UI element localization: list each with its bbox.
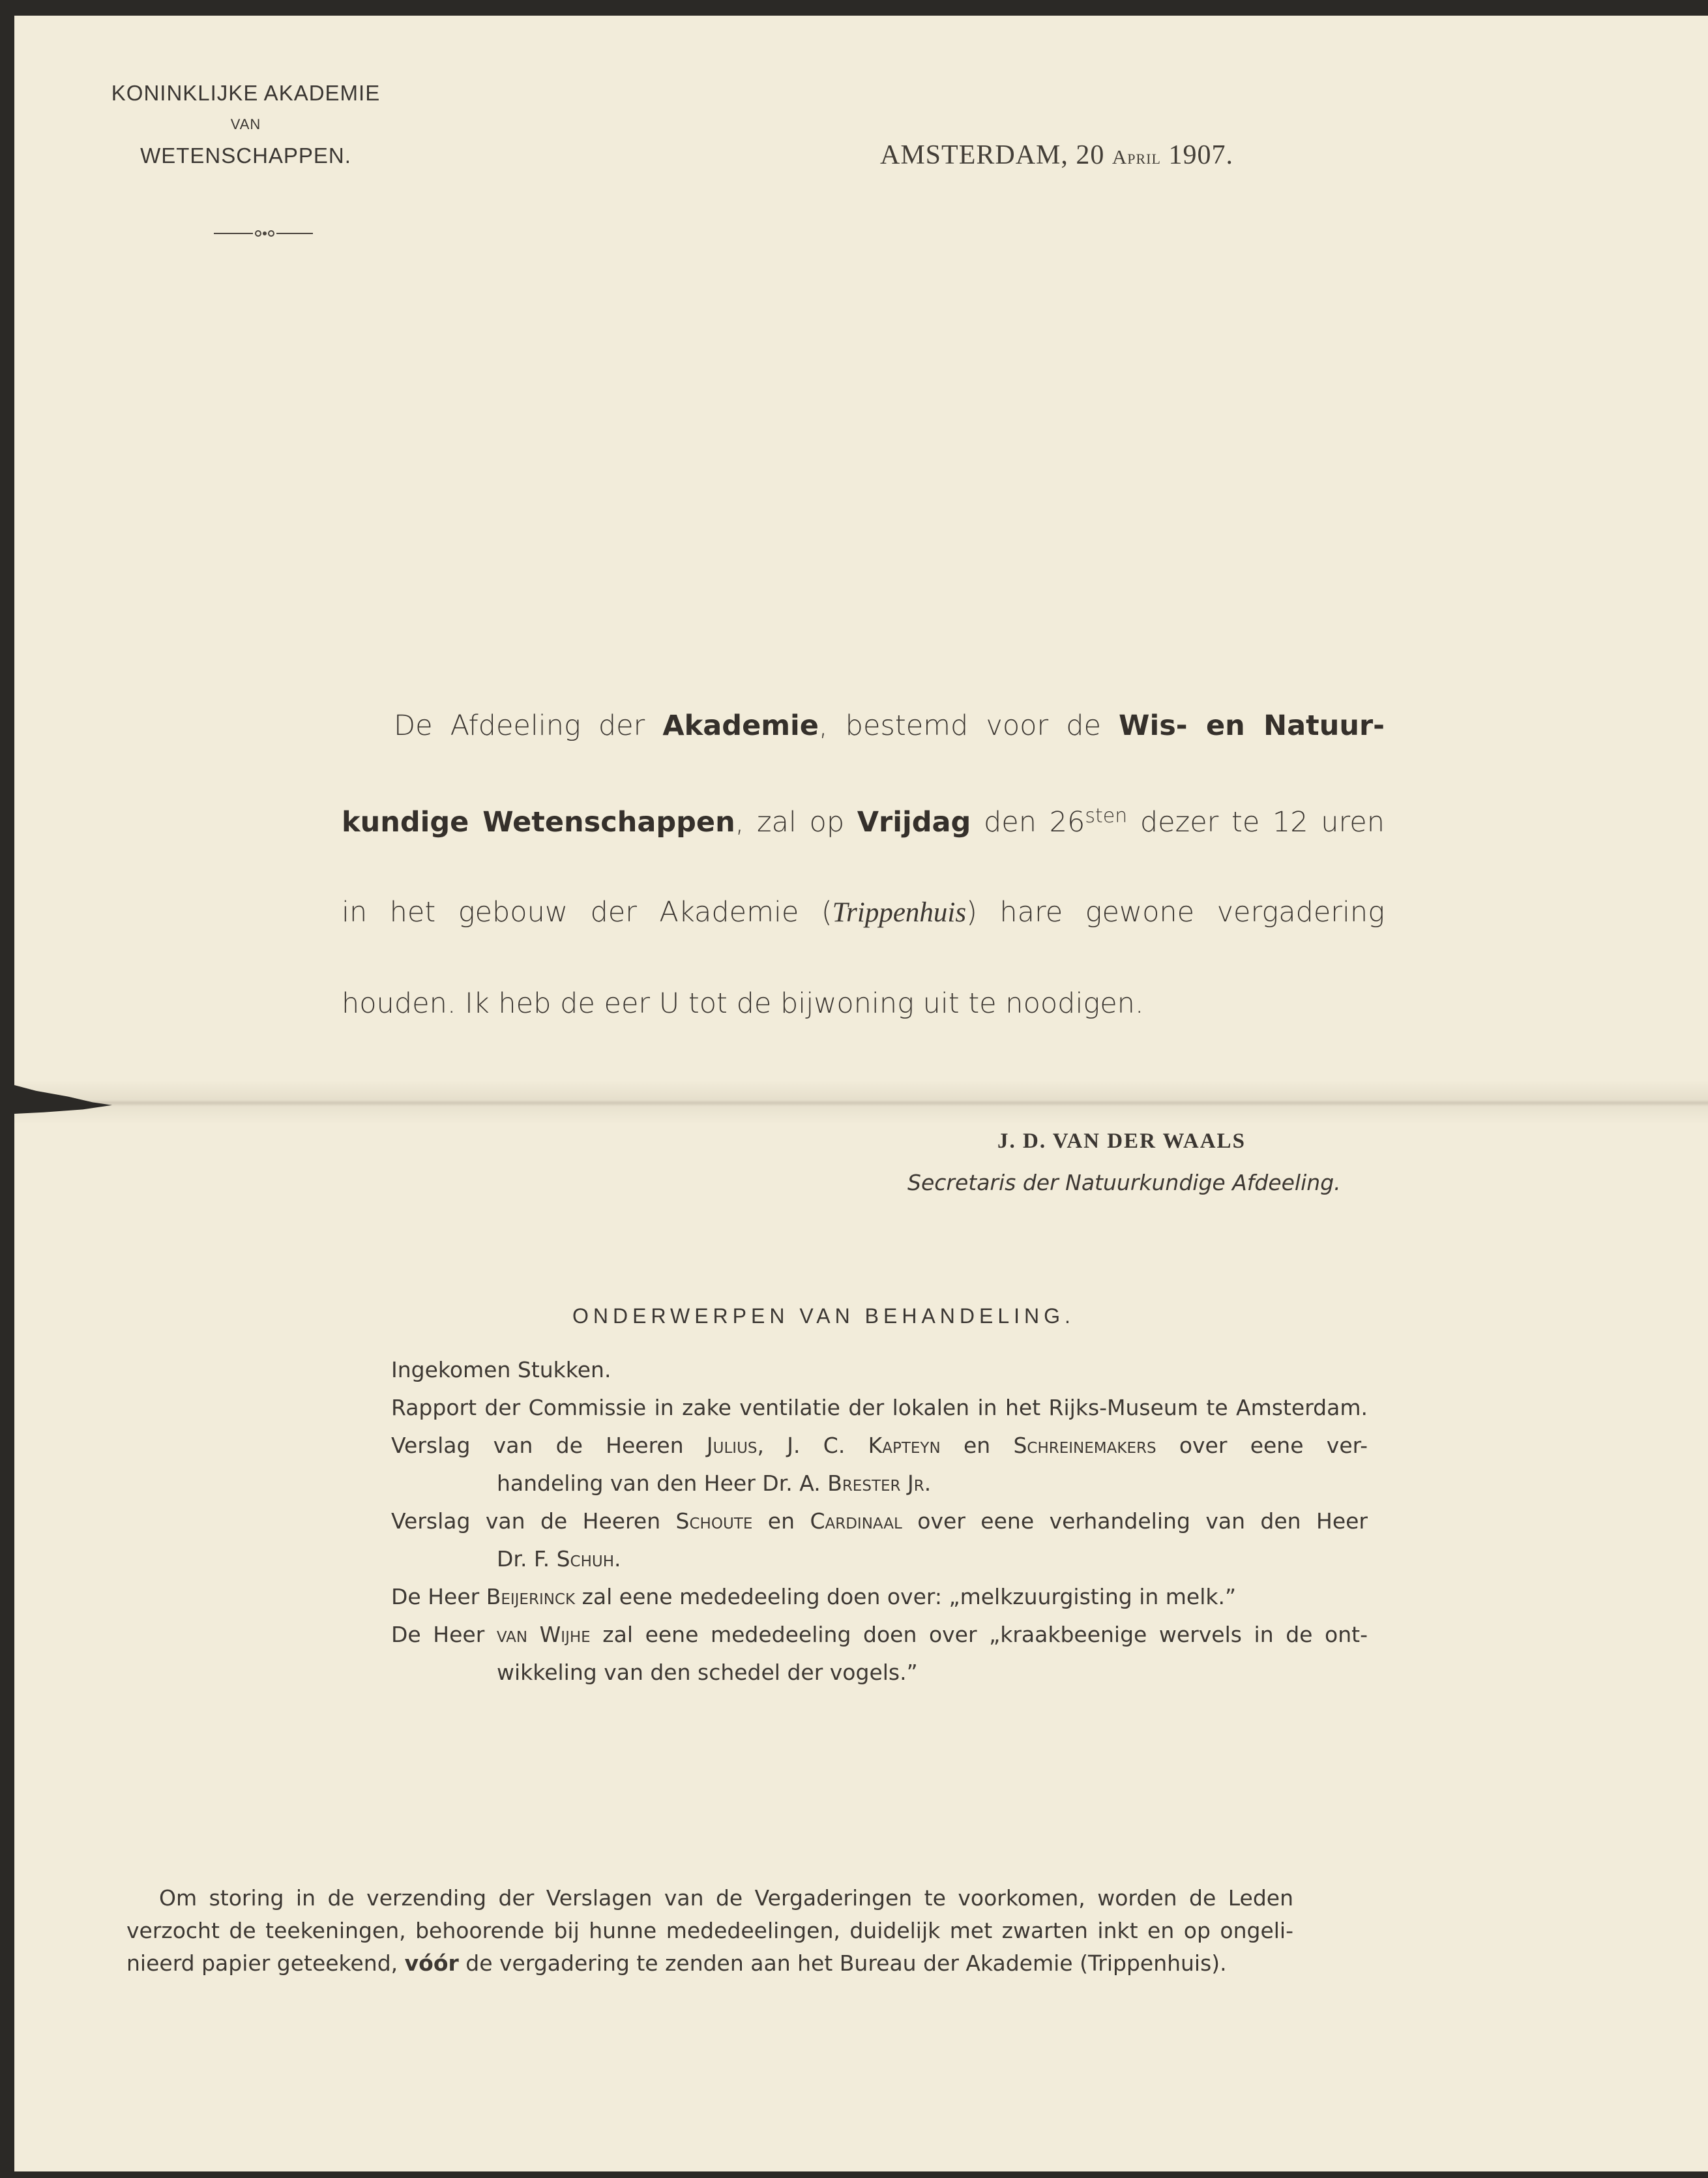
- agenda-item: De Heer van Wijhe zal eene mededeeling doen over „kraakbeenige wervels in de ont-: [391, 1622, 1368, 1647]
- agenda-item-continuation: wikkeling van den schedel der vogels.”: [497, 1660, 918, 1685]
- letter-date: [880, 140, 1233, 171]
- invitation-line-1: De Afdeeling der Akademie, bestemd voor de Wis- en Natuur-: [394, 709, 1385, 742]
- agenda-item: Verslag van de Heeren Julius, J. C. Kapteyn en Schreinemakers over eene ver-: [391, 1433, 1368, 1458]
- agenda-item-continuation: handeling van den Heer Dr. A. Brester Jr.: [497, 1470, 932, 1496]
- invitation-line-3: in het gebouw der Akademie (Trippenhuis) hare gewone vergadering: [342, 896, 1385, 929]
- agenda-item: Verslag van de Heeren Schoute en Cardinaal over eene verhandeling van den Heer: [391, 1508, 1368, 1534]
- footnote-instructions: [126, 1882, 1293, 1980]
- ornament-divider: [214, 229, 313, 238]
- agenda-heading: ONDERWERPEN VAN BEHANDELING.: [572, 1304, 1075, 1328]
- invitation-line-4: houden. Ik heb de eer U tot de bijwoning uit te noodigen.: [342, 987, 1144, 1020]
- note-line-2: verzocht de teekeningen, behoorende bij hunne mededeelingen, duidelijk met zwarten inkt en op ongeli-: [126, 1918, 1293, 1943]
- date-month: April: [1112, 145, 1161, 168]
- signature-name: J. D. VAN DER WAALS: [997, 1129, 1246, 1153]
- agenda-item-continuation: Dr. F. Schuh.: [497, 1546, 621, 1572]
- letterhead-line-1: KONINKLIJKE AKADEMIE: [111, 81, 381, 105]
- document-page: [14, 16, 1708, 2171]
- agenda-item: Ingekomen Stukken.: [391, 1357, 611, 1382]
- letterhead-line-3: WETENSCHAPPEN.: [140, 143, 351, 168]
- agenda-list: [391, 1351, 1368, 1692]
- agenda-item: De Heer Beijerinck zal eene mededeeling doen over: „melkzuurgisting in melk.”: [391, 1584, 1237, 1609]
- letterhead: [99, 81, 392, 168]
- date-place: AMSTERDAM,: [880, 140, 1068, 170]
- letterhead-line-2: VAN: [230, 116, 261, 132]
- agenda-item: Rapport der Commissie in zake ventilatie der lokalen in het Rijks-Museum te Amsterdam.: [391, 1395, 1368, 1420]
- signature-title: Secretaris der Natuurkundige Afdeeling.: [907, 1170, 1341, 1195]
- date-day: 20: [1076, 140, 1105, 170]
- note-line-1: Om storing in de verzending der Verslagen van de Vergaderingen te voorkomen, worden de Leden: [159, 1885, 1293, 1911]
- paper-fold: [14, 1080, 1708, 1124]
- invitation-line-2: kundige Wetenschappen, zal op Vrijdag den $26^{sten}$ dezer te 12 uren: [342, 805, 1385, 839]
- note-line-3: nieerd papier geteekend, vóór de vergadering te zenden aan het Bureau der Akademie (Trippenhuis).: [126, 1950, 1227, 1976]
- date-year: 1907.: [1168, 140, 1233, 170]
